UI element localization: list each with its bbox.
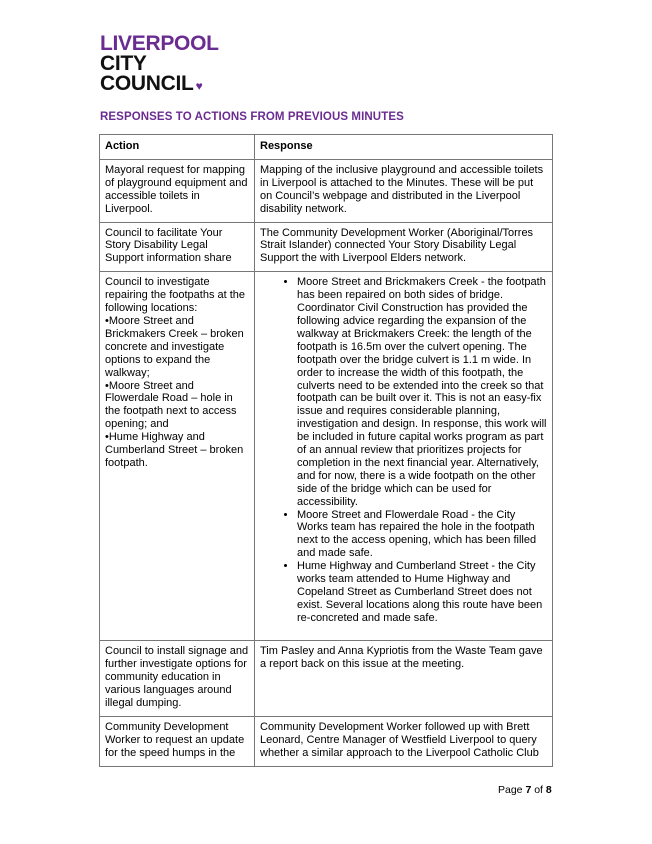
table-row (100, 272, 553, 641)
response-bullet: • Hume Highway and Cumberland Street - the City works team attended to Hume Highway and Copeland Street as Cumberland Street does not exist. Several locations along this route have been re-concreted and made safe. (297, 560, 547, 625)
response-cell: Community Development Worker followed up with Brett Leonard, Centre Manager of Westfield Liverpool to query whether a similar approach to the Liverpool Catholic Club (255, 717, 553, 767)
section-title: RESPONSES TO ACTIONS FROM PREVIOUS MINUTES (100, 111, 404, 123)
action-cell: Council to install signage and further investigate options for community education in various languages around illegal dumping. (100, 641, 255, 717)
actions-table (99, 134, 553, 767)
liverpool-city-council-logo (100, 34, 230, 96)
action-location-item: •Hume Highway and Cumberland Street – broken footpath. (105, 431, 244, 469)
logo-line-council: COUNCIL (100, 72, 194, 95)
table-header-row (100, 135, 553, 160)
table-row (100, 641, 553, 717)
action-location-item: •Moore Street and Brickmakers Creek – broken concrete and investigate options to expand the walkway; (105, 314, 244, 379)
page-footer (498, 784, 552, 796)
table-row (100, 159, 553, 222)
column-header-response: Response (255, 135, 553, 160)
action-location-item: •Moore Street and Flowerdale Road – hole in the footpath next to access opening; and (105, 379, 237, 431)
column-header-action: Action (100, 135, 255, 160)
action-cell: Community Development Worker to request an update for the speed humps in the (100, 717, 255, 767)
response-cell: Mapping of the inclusive playground and accessible toilets in Liverpool is attached to the Minutes. These will be put on Council’s webpage and distributed in the Liverpool disability network. (255, 159, 553, 222)
response-bullet: • Moore Street and Brickmakers Creek - the footpath has been repaired on both sides of bridge. Coordinator Civil Construction has provided the following advice regarding the expansion of the walkway at Brickmakers Creek: the length of the footpath is 16.5m over the culvert opening. The footpath over the bridge culvert is 1.1 m wide. In order to increase the width of this footpath, the culverts need to be extended into the creek so that footpath can be built over it. This is not an easy-fix issue and requires considerable planning, investigation and design. In response, this work will be included in future capital works program as part of an annual review that prioritizes projects for completion in the next financial year. Alternatively, and for now, there is a wide footpath on the other side of the bridge which can be used for accessibility. (297, 276, 547, 508)
action-text: Council to investigate repairing the footpaths at the following locations: (105, 276, 246, 315)
response-cell: The Community Development Worker (Aboriginal/Torres Strait Islander) connected Your Story Disability Legal Support the with Liverpool Elders network. (255, 222, 553, 272)
page-number-current: 7 (525, 784, 532, 796)
action-cell: Council to facilitate Your Story Disability Legal Support information share (100, 222, 255, 272)
page-label: Page (498, 784, 523, 796)
action-cell: Mayoral request for mapping of playground equipment and accessible toilets in Liverpool. (100, 159, 255, 222)
response-bullet-list (260, 276, 547, 624)
page-number-total: 8 (545, 784, 552, 796)
action-cell (100, 272, 255, 641)
page-of-label: of (534, 784, 543, 796)
heart-icon: ♥ (195, 79, 203, 93)
table-row (100, 222, 553, 272)
response-cell: Tim Pasley and Anna Kypriotis from the Waste Team gave a report back on this issue at the meeting. (255, 641, 553, 717)
response-bullet: • Moore Street and Flowerdale Road - the City Works team has repaired the hole in the footpath next to the access opening, which has been filled and made safe. (297, 509, 547, 561)
response-cell (255, 272, 553, 641)
table-row (100, 717, 553, 767)
logo-line-city: CITY (100, 52, 147, 75)
logo-line-liverpool: LIVERPOOL (100, 32, 219, 55)
